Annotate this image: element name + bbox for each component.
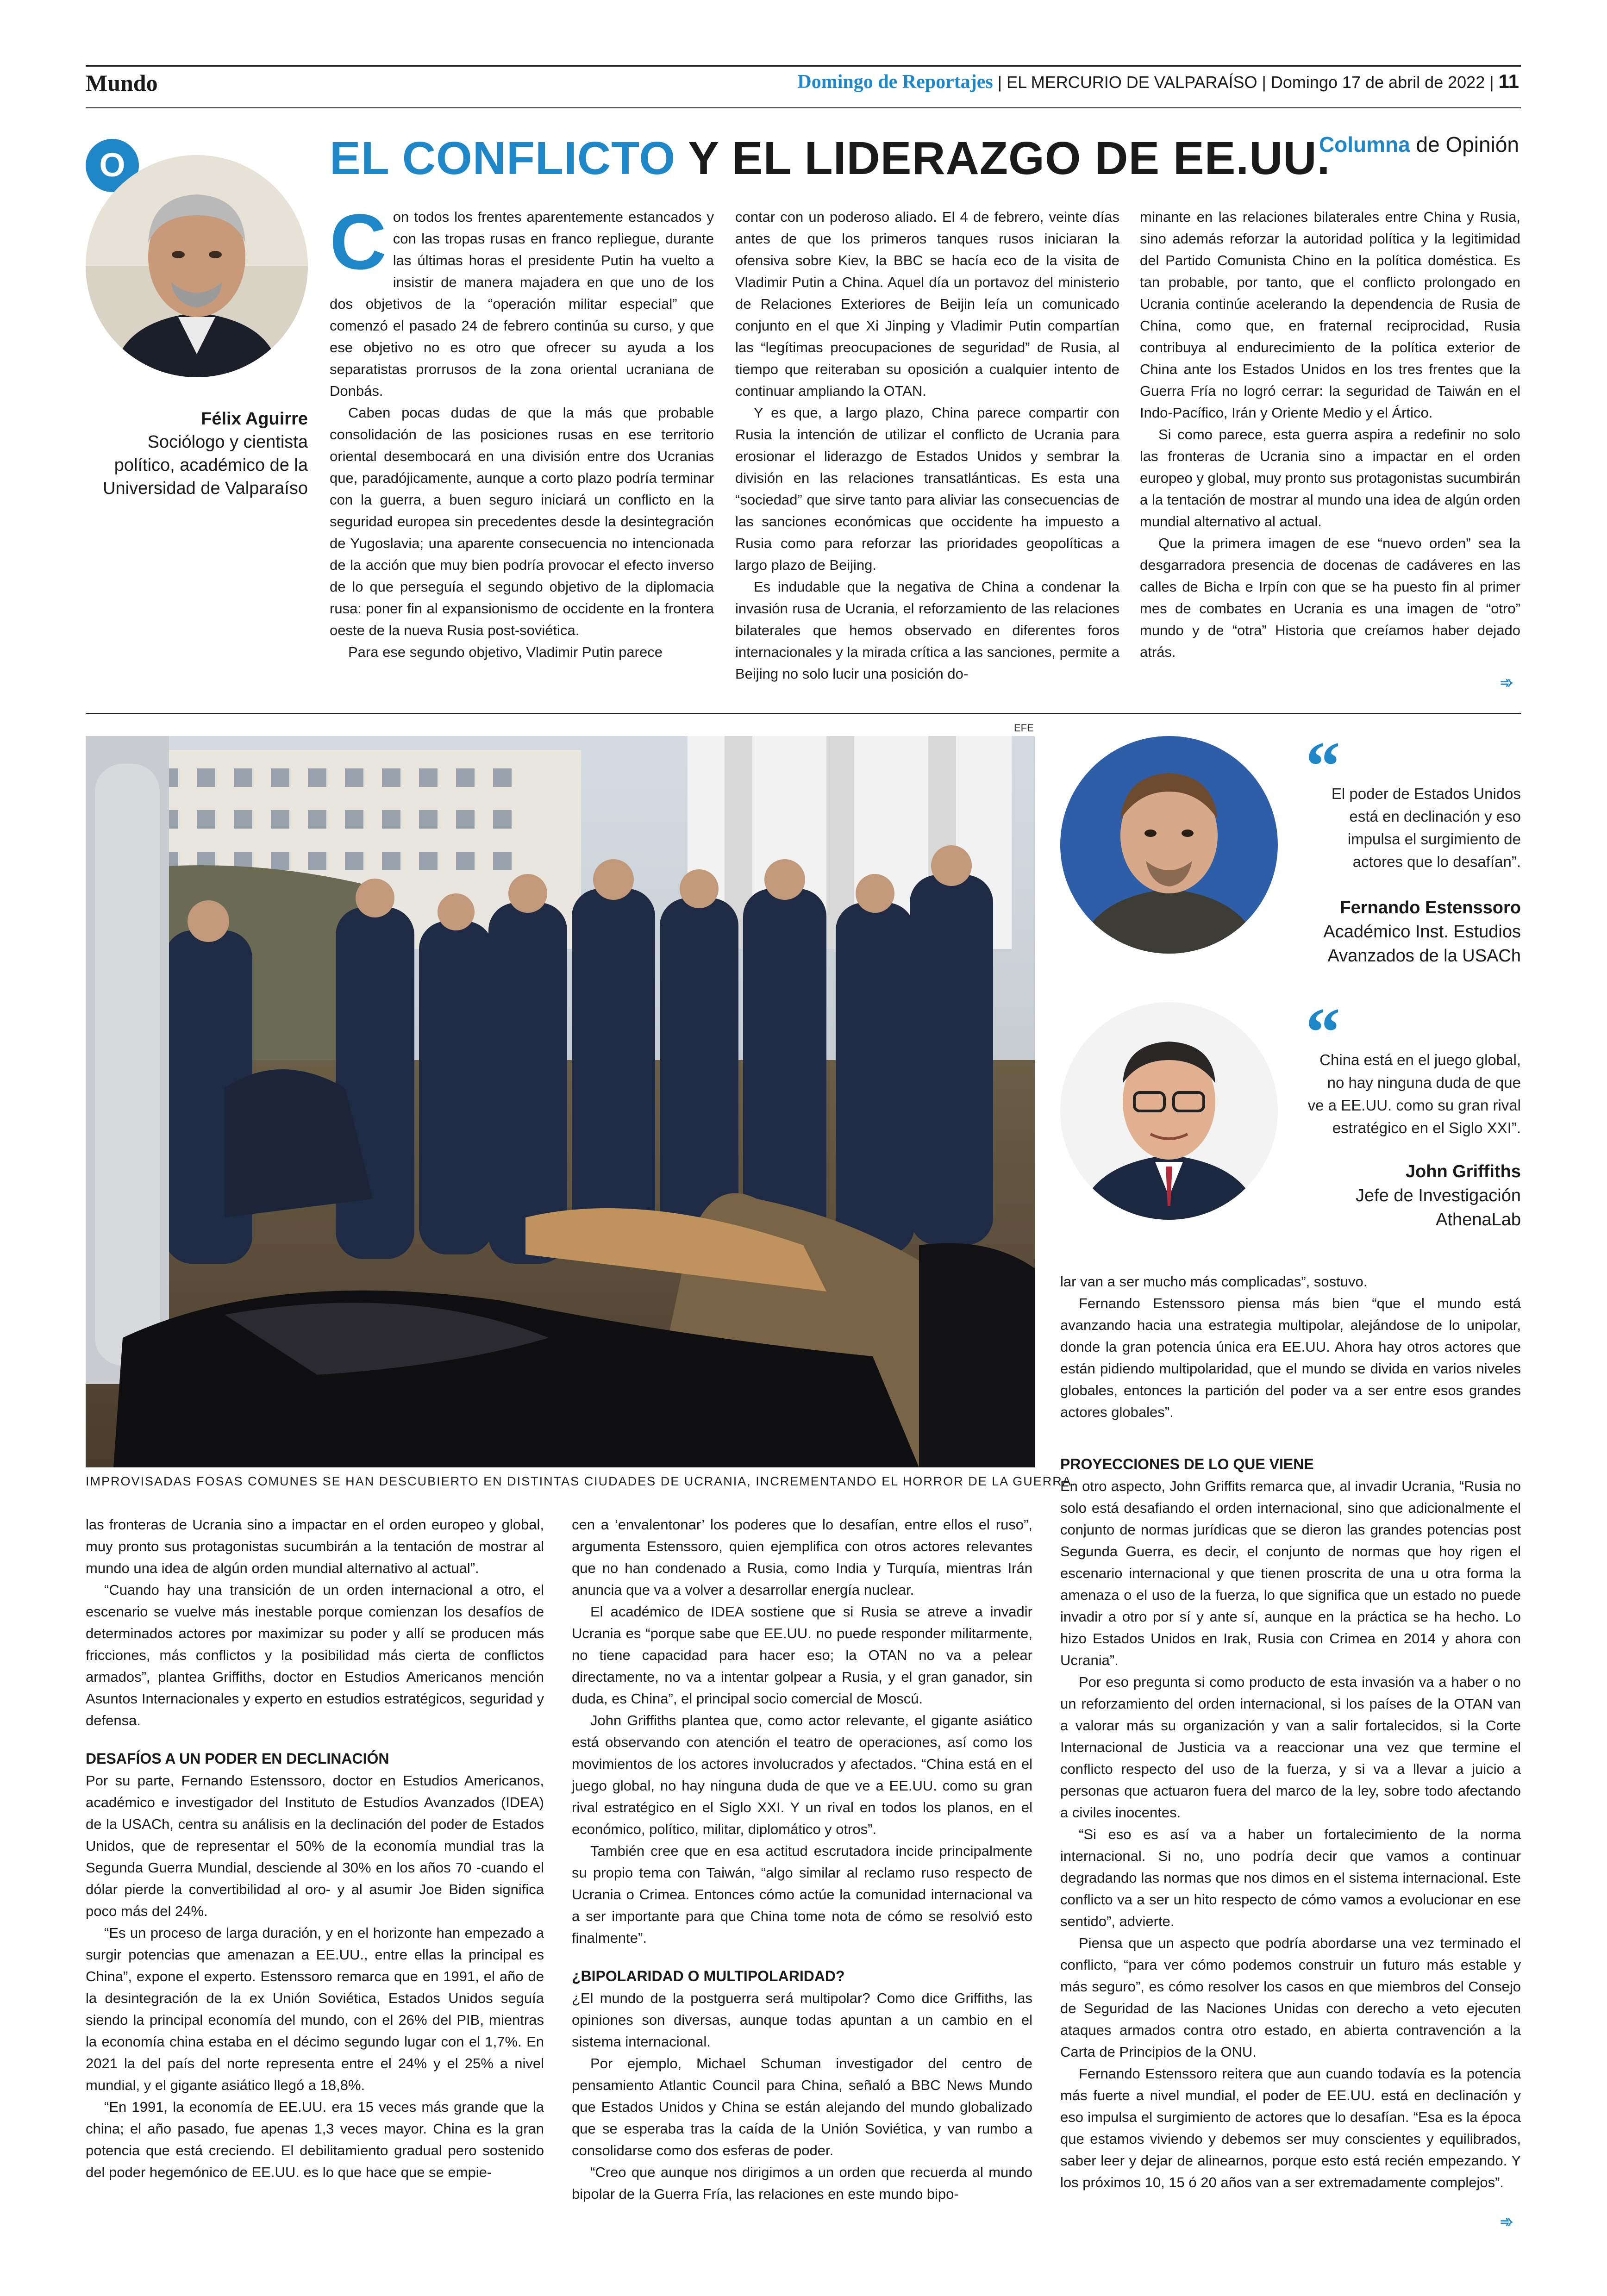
- article-paragraph: “Cuando hay una transición de un orden internacional a otro, el escenario se vuelve más inestable porque comienzan los desafíos de determinados actores por maximizar su poder y allí se producen más fricciones, más conflictos y la posibilidad más cierta de conflictos armados”, plantea Griffiths, doctor en Estudios Americanos mención Asuntos Internacionales y experto en estudios estratégicos, seguridad y defensa.: [86, 1582, 544, 1728]
- main-photo: [86, 736, 1035, 1467]
- article-paragraph: Por su parte, Fernando Estenssoro, doctor en Estudios Americanos, académico e investigador del Instituto de Estudios Avanzados (IDEA) de la USACh, centra su análisis en la declinación del poder de Estados Unidos, que de representar el 50% de la economía mundial tras la Segunda Guerra Mundial, desciende al 30% en los años 70 -cuando el dólar pierde la convertibilidad al oro- y al asumir Joe Biden significa poco más del 24%.: [86, 1772, 544, 1919]
- end-arrow-icon: ➾: [1500, 2213, 1513, 2231]
- newspaper-name: | EL MERCURIO DE VALPARAÍSO |: [997, 73, 1266, 92]
- article-left-col: [86, 1514, 544, 2183]
- photo-credit: EFE: [1014, 722, 1034, 734]
- opinion-column-3: [1140, 206, 1520, 663]
- article-paragraph: Fernando Estenssoro reitera que aun cuando todavía es la potencia más fuerte a nivel mundial, el poder de EE.UU. está en declinación y eso impulsa el surgimiento de actores que lo desafían. “Esa es la época que estamos viviendo y debemos ser muy conscientes y equilibrados, saber leer y dejar de alinearnos, porque esto está recién empezando. Y los próximos 10, 15 ó 20 años van a ser extremadamente complejos”.: [1060, 2065, 1521, 2190]
- author-byline: [86, 407, 308, 500]
- article-paragraph: John Griffiths plantea que, como actor relevante, el gigante asiático está observando con atención el teatro de operaciones, así como los movimientos de los actores involucrados y afectados. “China está en el juego global, no hay ninguna duda de que ve a EE.UU. como su gran rival estratégico en el Siglo XXI. Y un rival en todos los planos, en el económico, político, militar, diplomático y otros”.: [572, 1712, 1032, 1837]
- quote-attribution: [1287, 896, 1521, 968]
- column-tag-rest: de Opinión: [1416, 132, 1519, 156]
- article-paragraph: “Si eso es así va a haber un fortalecimiento de la norma internacional. Si no, uno podría decir que vamos a continuar degradando las normas que nos dimos en el sistema internacional. Este conflicto va a ser un hito respecto de cómo vamos a evolucionar en ese sentido”, advierte.: [1060, 1826, 1521, 1929]
- article-paragraph: las fronteras de Ucrania sino a impactar en el orden europeo y global, muy pronto sus protagonistas sucumbirán a la tentación de mostrar al mundo una idea de algún orden mundial alternativo al actual”.: [86, 1516, 544, 1576]
- page-number: 11: [1498, 70, 1519, 92]
- article-paragraph: lar van a ser mucho más complicadas”, sostuvo.: [1060, 1273, 1368, 1290]
- subhead-proyecciones: PROYECCIONES DE LO QUE VIENE: [1060, 1456, 1314, 1472]
- quote-portrait-estenssoro: [1060, 736, 1278, 954]
- quote-role: AthenaLab: [1436, 1210, 1521, 1229]
- quote-role: Avanzados de la USACh: [1327, 946, 1521, 966]
- subhead-bipolaridad: ¿BIPOLARIDAD O MULTIPOLARIDAD?: [572, 1968, 845, 1984]
- article-right-col-top: [1060, 1271, 1521, 1423]
- article-middle-col: [572, 1514, 1032, 2205]
- article-paragraph: “Es un proceso de larga duración, y en el horizonte han empezado a surgir potencias que amenazan a EE.UU., entre ellas la principal es China”, expone el experto. Estenssoro remarca que en 1991, el año de la desintegración de la ex Unión Soviética, Estados Unidos seguía siendo la principal economía del mundo, con el 26% del PIB, mientras la economía china estaba en el décimo segundo lugar con el 1,7%. En 2021 la del país del norte representa entre el 24% y el 25% a nivel mundial, y el gigante asiático llegó a 18,8%.: [86, 1925, 544, 2093]
- quote-line: no hay ninguna duda de que: [1327, 1074, 1521, 1091]
- article-paragraph: “Creo que aunque nos dirigimos a un orden que recuerda al mundo bipolar de la Guerra Fría, las relaciones en este mundo bipo-: [572, 2164, 1032, 2202]
- author-role-line: Sociólogo y cientista: [147, 432, 308, 452]
- article-paragraph: “En 1991, la economía de EE.UU. era 15 veces más grande que la china; el año pasado, fue apenas 1,3 veces mayor. China es la gran potencia que está creciendo. El debilitamiento gradual pero sostenido del poder hegemónico de EE.UU. es lo que hace que se empie-: [86, 2099, 544, 2180]
- article-paragraph: En otro aspecto, John Griffits remarca que, al invadir Ucrania, “Rusia no solo está desafiando el orden internacional, sino que adicionalmente el conjunto de normas jurídicas que se dieron las grandes potencias post Segunda Guerra, es decir, el conjunto de normas que hoy rigen el escenario internacional y que tienen proscrita de una u otra forma la amenaza o el uso de la fuerza, lo que significa que un estado no puede invadir a otro por sí y ante sí, aunque en la práctica se ha hecho. Lo hizo Estados Unidos en Irak, Rusia con Crimea en 2014 y ahora con Ucrania”.: [1060, 1478, 1521, 1668]
- supplement-brand: Domingo de Reportajes: [797, 71, 993, 93]
- opinion-headline: [330, 132, 1330, 185]
- opinion-paragraph: Si como parece, esta guerra aspira a redefinir no solo las fronteras de Ucrania sino a impactar en el orden europeo y global, muy pronto sus protagonistas sucumbirán a la tentación de mostrar al mundo una idea de algún orden mundial alternativo al actual.: [1140, 426, 1520, 530]
- opinion-paragraph: Para ese segundo objetivo, Vladimir Putin parece: [348, 644, 663, 660]
- article-paragraph: cen a ‘envalentonar’ los poderes que lo desafían, entre ellos el ruso”, argumenta Estenssoro, quien ejemplifica con otros actores relevantes que no han condenado a Rusia, como India y Turquía, mientras Irán anuncia que va a volver a desarrollar energía nuclear.: [572, 1516, 1032, 1598]
- quote-mark-icon: “: [1306, 994, 1340, 1071]
- author-role-line: Universidad de Valparaíso: [103, 479, 308, 498]
- quote-line: China está en el juego global,: [1319, 1051, 1521, 1068]
- article-paragraph: ¿El mundo de la postguerra será multipolar? Como dice Griffiths, las opiniones son diversas, aunque todas apuntan a un cambio en el sistema internacional.: [572, 1990, 1032, 2050]
- opinion-bottom-rule: [86, 713, 1521, 714]
- dropcap: C: [330, 198, 387, 286]
- quote-role: Académico Inst. Estudios: [1323, 922, 1521, 942]
- opinion-paragraph: contar con un poderoso aliado. El 4 de febrero, veinte días antes de que los primeros tanques rusos iniciaran la ofensiva sobre Kiev, la BBC se hacía eco de la visita de Vladimir Putin a China. Aquel día un portavoz del ministerio de Relaciones Exteriores de Beijin leía un comunicado conjunto en el que Xi Jinping y Vladimir Putin compartían las “legítimas preocupaciones de seguridad” de Rusia, al tiempo que reiteraban su oposición a cualquier intento de continuar ampliando la OTAN.: [735, 209, 1119, 399]
- article-right-col-bottom: [1060, 1454, 1521, 2193]
- section-name: Mundo: [86, 70, 158, 96]
- article-paragraph: También cree que en esa actitud escrutadora incide principalmente su propio tema con Taiwán, “algo similar al reclamo ruso respecto de Ucrania o Crimea. Entonces cómo actúe la comunidad internacional va a ser importante para que China tome nota de cómo se resolvió esto finalmente”.: [572, 1843, 1032, 1946]
- continue-arrow-icon: ➾: [1500, 674, 1513, 692]
- article-paragraph: Piensa que un aspecto que podría abordarse una vez terminado el conflicto, “para ver cómo podemos construir un futuro más estable y más seguro”, es cómo resolver los casos en que miembros del Consejo de Seguridad de las Naciones Unidas con derecho a veto ejecuten ataques armados contra otro estado, en abierta contravención a la Carta de Principios de la ONU.: [1060, 1935, 1521, 2060]
- quote-line: El poder de Estados Unidos: [1331, 785, 1521, 802]
- article-paragraph: Por ejemplo, Michael Schuman investigador del centro de pensamiento Atlantic Council para China, señaló a BBC News Mundo que Estados Unidos y China se están alejando del mundo globalizado que se esperaba tras la caída de la Unión Soviética, y van rumbo a consolidarse como dos esferas de poder.: [572, 2055, 1032, 2159]
- quote-line: está en declinación y eso: [1349, 808, 1521, 825]
- opinion-paragraph: on todos los frentes aparentemente estancados y con las tropas rusas en franco repliegue, durante las últimas horas el presidente Putin ha vuelto a insistir de manera majadera en que uno de los dos objetivos de la “operación militar especial” que comenzó el pasado 24 de febrero continúa su curso, y que ese objetivo no es otro que ofrecer su ayuda a los separatistas prorrusos de la zona oriental ucraniana de Donbás.: [330, 209, 714, 399]
- headline-rest: Y EL LIDERAZGO DE EE.UU.: [688, 132, 1331, 184]
- header-top-rule: [86, 65, 1521, 67]
- photo-caption: IMPROVISADAS FOSAS COMUNES SE HAN DESCUBIERTO EN DISTINTAS CIUDADES DE UCRANIA, INCREMENTANDO EL HORROR DE LA GUERRA.: [86, 1474, 1076, 1488]
- opinion-paragraph: Caben pocas dudas de que la más que probable consolidación de las posiciones rusas en ese territorio oriental desembocará en una división entre dos Ucranias que, paradójicamente, aunque a corto plazo podría terminar con la guerra, a buen seguro iniciará un conflicto en la seguridad europea sin precedentes desde la desintegración de Yugoslavia; una aparente consecuencia no intencionada de la acción que muy bien podría provocar el efecto inverso de lo que perseguía el segundo objetivo de la diplomacia rusa: poner fin al expansionismo de occidente en la frontera oeste de la nueva Rusia post-soviética.: [330, 405, 714, 638]
- headline-accent: EL CONFLICTO: [330, 132, 676, 184]
- article-paragraph: Fernando Estenssoro piensa más bien “que el mundo está avanzando hacia una estrategia multipolar, alejándose de lo unipolar, donde la gran potencia única era EE.UU. Ahora hay otros actores que están pidiendo multipolaridad, que el mundo se divida en varios niveles globales, entonces la partición del poder va a ser entre esos grandes actores globales”.: [1060, 1295, 1521, 1420]
- opinion-paragraph: Y es que, a largo plazo, China parece compartir con Rusia la intención de utilizar el conflicto de Ucrania para erosionar el liderazgo de Estados Unidos y sembrar la división en las relaciones transatlánticas. Es esta una “sociedad” que sirve tanto para aliviar las consecuencias de las sanciones económicas que occidente ha impuesto a Rusia como para reforzar las prioridades geopolíticas a largo plazo de Beijing.: [735, 405, 1119, 573]
- opinion-paragraph: Que la primera imagen de ese “nuevo orden” sea la desgarradora presencia de docenas de cadáveres en las calles de Bicha e Irpín con que se ha puesto fin al primer mes de combates en Ucrania es una imagen de “otro” mundo y de “otra” Historia que creíamos haber dejado atrás.: [1140, 535, 1520, 660]
- header-right: [797, 70, 1519, 93]
- author-name: Félix Aguirre: [201, 409, 308, 429]
- header-bottom-rule: [86, 107, 1521, 108]
- quote-portrait-griffiths: [1060, 1002, 1278, 1220]
- quote-line: estratégico en el Siglo XXI”.: [1332, 1119, 1521, 1136]
- quote-line: ve a EE.UU. como su gran rival: [1307, 1097, 1521, 1114]
- opinion-paragraph: Es indudable que la negativa de China a condenar la invasión rusa de Ucrania, el reforzamiento de las relaciones bilaterales que hemos observado en diferentes foros internacionales y la mirada crítica a las sanciones, permite a Beijing no solo lucir una posición do-: [735, 579, 1119, 682]
- quote-mark-icon: “: [1306, 728, 1340, 805]
- issue-date: Domingo 17 de abril de 2022 |: [1270, 73, 1494, 92]
- quote-attribution: [1287, 1160, 1521, 1232]
- opinion-column-1: [330, 198, 714, 663]
- subhead-desafios: DESAFÍOS A UN PODER EN DECLINACIÓN: [86, 1750, 389, 1767]
- quote-role: Jefe de Investigación: [1355, 1186, 1521, 1205]
- quote-text: [1287, 1048, 1521, 1139]
- quote-line: impulsa el surgimiento de: [1347, 830, 1521, 848]
- article-paragraph: El académico de IDEA sostiene que si Rusia se atreve a invadir Ucrania es “porque sabe que EE.UU. no puede responder militarmente, no tiene capacidad para hacer eso; la OTAN no va a pelear directamente, no va a intentar golpear a Rusia, y el gran ganador, sin duda, es China”, el principal socio comercial de Moscú.: [572, 1603, 1032, 1707]
- author-role-line: político, académico de la: [114, 455, 308, 475]
- quote-text: [1287, 782, 1521, 873]
- opinion-column-2: [735, 206, 1119, 685]
- quote-name: Fernando Estenssoro: [1340, 898, 1521, 917]
- quote-name: John Griffiths: [1405, 1162, 1521, 1181]
- quote-line: actores que lo desafían”.: [1352, 853, 1521, 870]
- article-paragraph: Por eso pregunta si como producto de esta invasión va a haber o no un reforzamiento del orden internacional, si los países de la OTAN van a valorar más su organización y van a salir fortalecidos, si la Corte Internacional de Justicia va a reaccionar una vez que termine el conflicto respecto del uso de la fuerza, y si va a llevar a juicio a personas que actuaron fuera del marco de la ley, sobre todo afectando a civiles inocentes.: [1060, 1674, 1521, 1821]
- column-tag: [1319, 132, 1519, 157]
- opinion-paragraph: minante en las relaciones bilaterales entre China y Rusia, sino además reforzar la autoridad política y la legitimidad del Partido Comunista Chino en la política doméstica. Es tan probable, por tanto, que el conflicto prolongado en Ucrania continúe acelerando la dependencia de Rusia de China, como que, en fraternal reciprocidad, Rusia contribuya al endurecimiento de la política exterior de China ante los Estados Unidos en los tres frentes que la Guerra Fría no logró cerrar: la seguridad de Taiwán en el Indo-Pacífico, Irán y Oriente Medio y el Ártico.: [1140, 209, 1520, 421]
- opinion-badge: O: [86, 139, 139, 192]
- author-portrait: [86, 155, 308, 377]
- column-tag-accent: Columna: [1319, 132, 1410, 156]
